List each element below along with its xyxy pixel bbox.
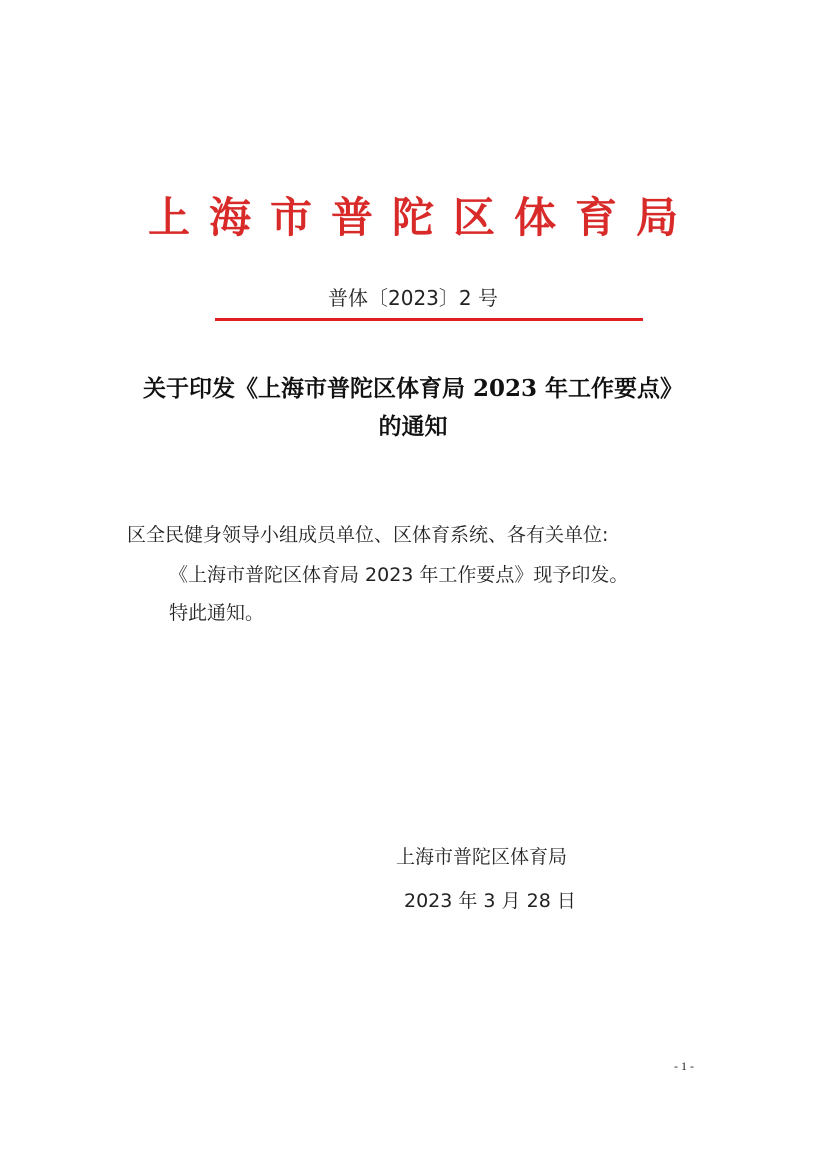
body-paragraph: 《上海市普陀区体育局 2023 年工作要点》现予印发。 <box>169 564 629 586</box>
document-number: 普体〔2023〕2 号 <box>328 286 498 310</box>
salutation: 区全民健身领导小组成员单位、区体育系统、各有关单位: <box>127 524 609 546</box>
notice-title-line-1: 关于印发《上海市普陀区体育局 2023 年工作要点》 <box>142 375 684 402</box>
notice-title-line-2: 的通知 <box>378 413 448 440</box>
notice-title <box>0 370 826 446</box>
signature-date: 2023 年 3 月 28 日 <box>404 890 576 912</box>
page-number: - 1 - <box>674 1059 694 1073</box>
closing-phrase: 特此通知。 <box>169 602 265 624</box>
signature-org: 上海市普陀区体育局 <box>396 846 568 868</box>
masthead-title: 上海市普陀区体育局 <box>147 193 697 242</box>
red-divider-rule <box>215 318 643 321</box>
